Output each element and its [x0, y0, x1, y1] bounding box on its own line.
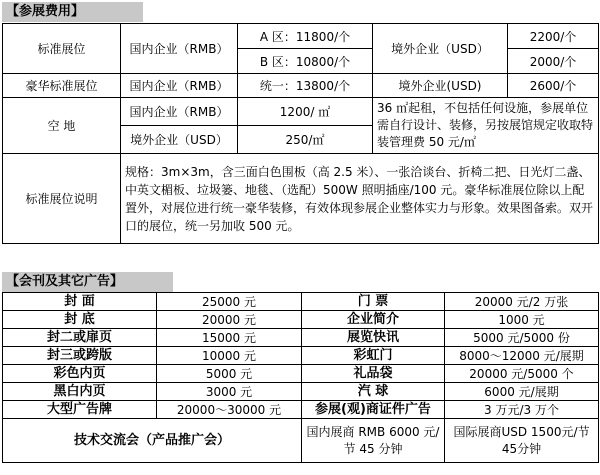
ad-item-price: 20000 元/5000 个	[445, 365, 599, 383]
table-row	[3, 365, 599, 383]
deluxe-overseas-label: 境外企业(USD)	[373, 74, 508, 98]
deluxe-booth-row	[3, 74, 599, 98]
ad-item-price: 25000 元	[157, 293, 302, 311]
ads-table	[2, 292, 599, 463]
standard-overseas-label: 境外企业（USD）	[373, 24, 508, 74]
seminar-label: 技术交流会（产品推广会）	[3, 419, 302, 463]
ad-item-price: 3000 元	[157, 383, 302, 401]
ad-item-price: 5000 元	[157, 365, 302, 383]
participation-fees-table	[2, 23, 599, 244]
standard-overseas-a-price: 2200/个	[508, 24, 599, 49]
table-row	[3, 311, 599, 329]
space-row-domestic	[3, 98, 599, 126]
space-domestic-price: 1200/ ㎡	[238, 98, 373, 126]
seminar-overseas-price: 国际展商USD 1500元/节 45分钟	[445, 419, 599, 463]
ad-item-price: 20000～30000 元	[157, 401, 302, 419]
ad-item-price: 8000～12000 元/展期	[445, 347, 599, 365]
deluxe-overseas-price: 2600/个	[508, 74, 599, 98]
ad-item-name: 企业简介	[302, 311, 445, 329]
ad-item-name: 封 底	[3, 311, 157, 329]
space-overseas-label: 境外企业（USD）	[121, 126, 238, 154]
ad-item-price: 1000 元	[445, 311, 599, 329]
space-note: 36 ㎡起租，不包括任何设施，参展单位需自行设计、装修，另按展馆规定收取特装管理费 50 元/㎡	[373, 98, 599, 154]
deluxe-domestic-price: 统一：13800/个	[238, 74, 373, 98]
ad-item-name: 封二或扉页	[3, 329, 157, 347]
standard-booth-row-a	[3, 24, 599, 49]
deluxe-booth-label: 豪华标准展位	[3, 74, 121, 98]
table-row	[3, 293, 599, 311]
standard-overseas-b-price: 2000/个	[508, 49, 599, 74]
ad-item-name: 礼品袋	[302, 365, 445, 383]
ad-item-name: 黑白内页	[3, 383, 157, 401]
ad-item-price: 3 万元/3 万个	[445, 401, 599, 419]
space-overseas-price: 250/㎡	[238, 126, 373, 154]
ad-item-price: 10000 元	[157, 347, 302, 365]
booth-description-text: 规格：3m×3m，含三面白色围板（高 2.5 米）、一张洽谈台、折椅二把、日光灯二盏、中英文楣板、垃圾篓、地毯、（选配）500W 照明插座/100 元。豪华标准展位除以上配置外，对展位进行统一豪华装修，有效体现参展企业整体实力与形象。效果图备索。双开口的展位，统一另加收 500 元。	[121, 154, 599, 244]
table-row	[3, 401, 599, 419]
ad-item-name: 封三或跨版	[3, 347, 157, 365]
table-row	[3, 383, 599, 401]
ad-item-name: 汽 球	[302, 383, 445, 401]
fees-section-title: 【参展费用】	[2, 2, 143, 22]
standard-zone-a-price: A 区：11800/个	[238, 24, 373, 49]
standard-domestic-label: 国内企业（RMB）	[121, 24, 238, 74]
space-label: 空 地	[3, 98, 121, 154]
ad-item-price: 6000 元/展期	[445, 383, 599, 401]
ad-item-name: 展览快讯	[302, 329, 445, 347]
ad-item-name: 彩色内页	[3, 365, 157, 383]
booth-description-label: 标准展位说明	[3, 154, 121, 244]
ad-item-price: 15000 元	[157, 329, 302, 347]
ad-item-name: 参展(观)商证件广告	[302, 401, 445, 419]
table-row	[3, 347, 599, 365]
ad-item-name: 彩虹门	[302, 347, 445, 365]
standard-booth-label: 标准展位	[3, 24, 121, 74]
deluxe-domestic-label: 国内企业（RMB）	[121, 74, 238, 98]
table-row	[3, 329, 599, 347]
ad-item-price: 20000 元	[157, 311, 302, 329]
ad-item-name: 大型广告牌	[3, 401, 157, 419]
ad-item-price: 20000 元/2 万张	[445, 293, 599, 311]
seminar-domestic-price: 国内展商 RMB 6000 元/节 45 分钟	[302, 419, 445, 463]
space-domestic-label: 国内企业（RMB）	[121, 98, 238, 126]
standard-zone-b-price: B 区：10800/个	[238, 49, 373, 74]
ad-item-price: 5000 元/5000 份	[445, 329, 599, 347]
seminar-row	[3, 419, 599, 463]
booth-description-row	[3, 154, 599, 244]
ad-item-name: 门 票	[302, 293, 445, 311]
ads-section-title: 【会刊及其它广告】	[2, 272, 173, 292]
ad-item-name: 封 面	[3, 293, 157, 311]
